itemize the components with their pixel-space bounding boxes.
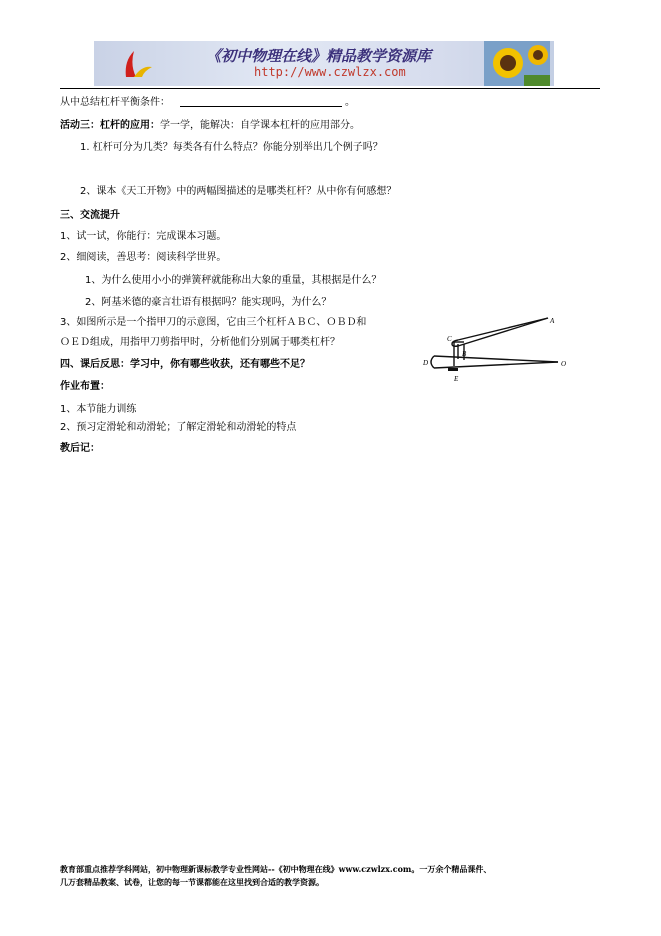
site-logo-icon — [120, 47, 154, 81]
question-2: 2、课本《天工开物》中的两幅图描述的是哪类杠杆？从中你有何感想？ — [80, 186, 397, 197]
figure-label-o: O — [561, 360, 567, 368]
sub-item-2: 2、阿基米德的豪言壮语有根据吗？能实现吗，为什么？ — [85, 297, 332, 308]
sunflower-icon — [484, 41, 550, 86]
header-banner — [94, 41, 554, 86]
homework-item-2: 2、预习定滑轮和动滑轮；了解定滑轮和动滑轮的特点 — [60, 422, 297, 433]
sub-item-1: 1、为什么使用小小的弹簧秤就能称出大象的重量，其根据是什么？ — [85, 275, 382, 286]
footer-line-2: 几万套精品教案、试卷，让您的每一节课都能在这里找到合适的教学资源。 — [60, 877, 324, 887]
item-1: 1、试一试，你能行：完成课本习题。 — [60, 231, 227, 242]
activity3-text: 学一学，能解决：自学课本杠杆的应用部分。 — [160, 120, 360, 131]
header-rule — [60, 88, 600, 89]
site-url[interactable]: http://www.czwlzx.com — [254, 65, 406, 79]
summary-prompt: 从中总结杠杆平衡条件： — [60, 97, 170, 108]
activity3-title: 活动三：杠杆的应用： — [60, 120, 160, 131]
figure-label-c: C — [447, 335, 452, 343]
homework-title: 作业布置： — [60, 381, 110, 392]
figure-label-e: E — [454, 375, 459, 383]
figure-label-a: A — [550, 317, 555, 325]
item-3-line2: ＯＥＤ组成，用指甲刀剪指甲时，分析他们分别属于哪类杠杆？ — [60, 337, 340, 348]
item-2: 2、细阅读，善思考：阅读科学世界。 — [60, 252, 227, 263]
figure-label-d: D — [423, 359, 429, 367]
notes-title: 教后记： — [60, 443, 100, 454]
site-title: 《初中物理在线》精品教学资源库 — [206, 47, 432, 65]
item-3-line1: 3、如图所示是一个指甲刀的示意图，它由三个杠杆ＡＢＣ、ＯＢＤ和 — [60, 317, 367, 328]
question-1: 1. 杠杆可分为几类？每类各有什么特点？你能分别举出几个例子吗？ — [80, 142, 383, 153]
summary-line — [60, 96, 355, 109]
summary-end: 。 — [345, 97, 355, 108]
figure-label-b: B — [462, 350, 467, 358]
nail-clipper-diagram — [418, 314, 570, 388]
summary-blank — [180, 96, 342, 107]
footer-line-1: 教育部重点推荐学科网站，初中物理新课标教学专业性网站--《初中物理在线》www.czwlzx.com。一万余个精品课件、 — [60, 864, 492, 874]
section3-title: 三、交流提升 — [60, 210, 120, 221]
activity3-line — [60, 120, 360, 132]
homework-item-1: 1、本节能力训练 — [60, 404, 137, 415]
section4-title: 四、课后反思：学习中，你有哪些收获，还有哪些不足？ — [60, 359, 310, 370]
page-footer — [60, 863, 605, 889]
